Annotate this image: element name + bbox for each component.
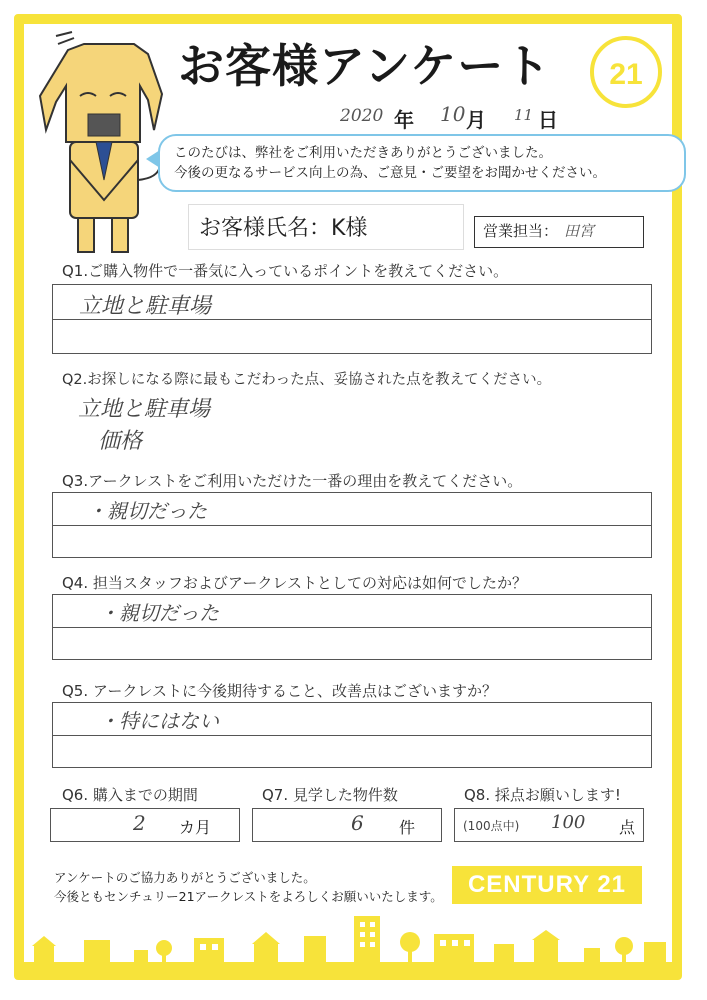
q1-answer-box [52, 284, 652, 354]
q5-answer-line-1: ・特にはない [99, 709, 219, 733]
q7-value: 6 [351, 811, 364, 835]
q4-answer-box [52, 594, 652, 660]
date-day-unit: 日 [538, 108, 558, 132]
greeting-bubble [158, 134, 686, 192]
q2-answer-line-2: 価格 [98, 429, 143, 454]
sales-rep-value: 田宮 [564, 222, 595, 240]
sales-rep-box [474, 216, 644, 248]
date-year-unit: 年 [394, 108, 414, 132]
q6-unit: カ月 [179, 818, 212, 837]
q5-label: Q5. アークレストに今後期待すること、改善点はございますか？ [62, 682, 497, 700]
q7-answer-box [252, 808, 442, 842]
greeting-line-1: このたびは、弊社をご利用いただきありがとうございました。 [174, 145, 552, 161]
q5-answer-box [52, 702, 652, 768]
date-month-unit: 月 [466, 108, 486, 132]
q2-label: Q2.お探しになる際に最もこだわった点、妥協された点を教えてください。 [62, 372, 552, 388]
date-year: 2020 [340, 106, 384, 126]
date-month: 10 [440, 102, 466, 126]
page-title: お客様アンケート [178, 39, 552, 93]
footer-line-2: 今後ともセンチュリー21アークレストをよろしくお願いいたします。 [54, 889, 443, 904]
q4-answer-line-1: ・親切だった [99, 601, 219, 625]
footer-message [54, 868, 443, 906]
survey-date [340, 100, 580, 130]
q8-value: 100 [551, 812, 586, 833]
q1-answer-line-1: 立地と駐車場 [79, 294, 212, 319]
q4-label: Q4. 担当スタッフおよびアークレストとしての対応は如何でしたか？ [62, 574, 527, 592]
century21-brand: CENTURY 21 [452, 866, 642, 904]
footer-line-1: アンケートのご協力ありがとうございました。 [54, 870, 316, 885]
date-day: 11 [514, 106, 534, 124]
q2-answer-line-1: 立地と駐車場 [78, 397, 211, 422]
sales-rep-label: 営業担当： [483, 222, 559, 240]
q6-label: Q6. 購入までの期間 [62, 786, 198, 804]
century21-logo [588, 34, 664, 110]
town-skyline-illustration [24, 910, 674, 970]
logo-text: 21 [609, 58, 643, 91]
q3-answer-line-1: ・親切だった [87, 499, 207, 523]
q7-unit: 件 [399, 818, 416, 837]
q3-label: Q3.アークレストをご利用いただけた一番の理由を教えてください。 [62, 472, 523, 490]
q2-answer-box [52, 390, 652, 460]
q1-label: Q1.ご購入物件で一番気に入っているポイントを教えてください。 [62, 262, 509, 280]
q8-unit: 点 [619, 818, 636, 837]
q6-value: 2 [133, 811, 146, 835]
greeting-line-2: 今後の更なるサービス向上の為、ご意見・ご要望をお聞かせください。 [174, 165, 606, 181]
q3-answer-box [52, 492, 652, 558]
mascot-illustration [36, 30, 166, 260]
q6-answer-box [50, 808, 240, 842]
q8-prefix: (100点中) [463, 819, 520, 833]
q7-label: Q7. 見学した物件数 [262, 786, 398, 804]
q8-answer-box [454, 808, 644, 842]
q8-label: Q8. 採点お願いします! [464, 786, 621, 804]
customer-name: お客様氏名：K様 [188, 204, 464, 250]
